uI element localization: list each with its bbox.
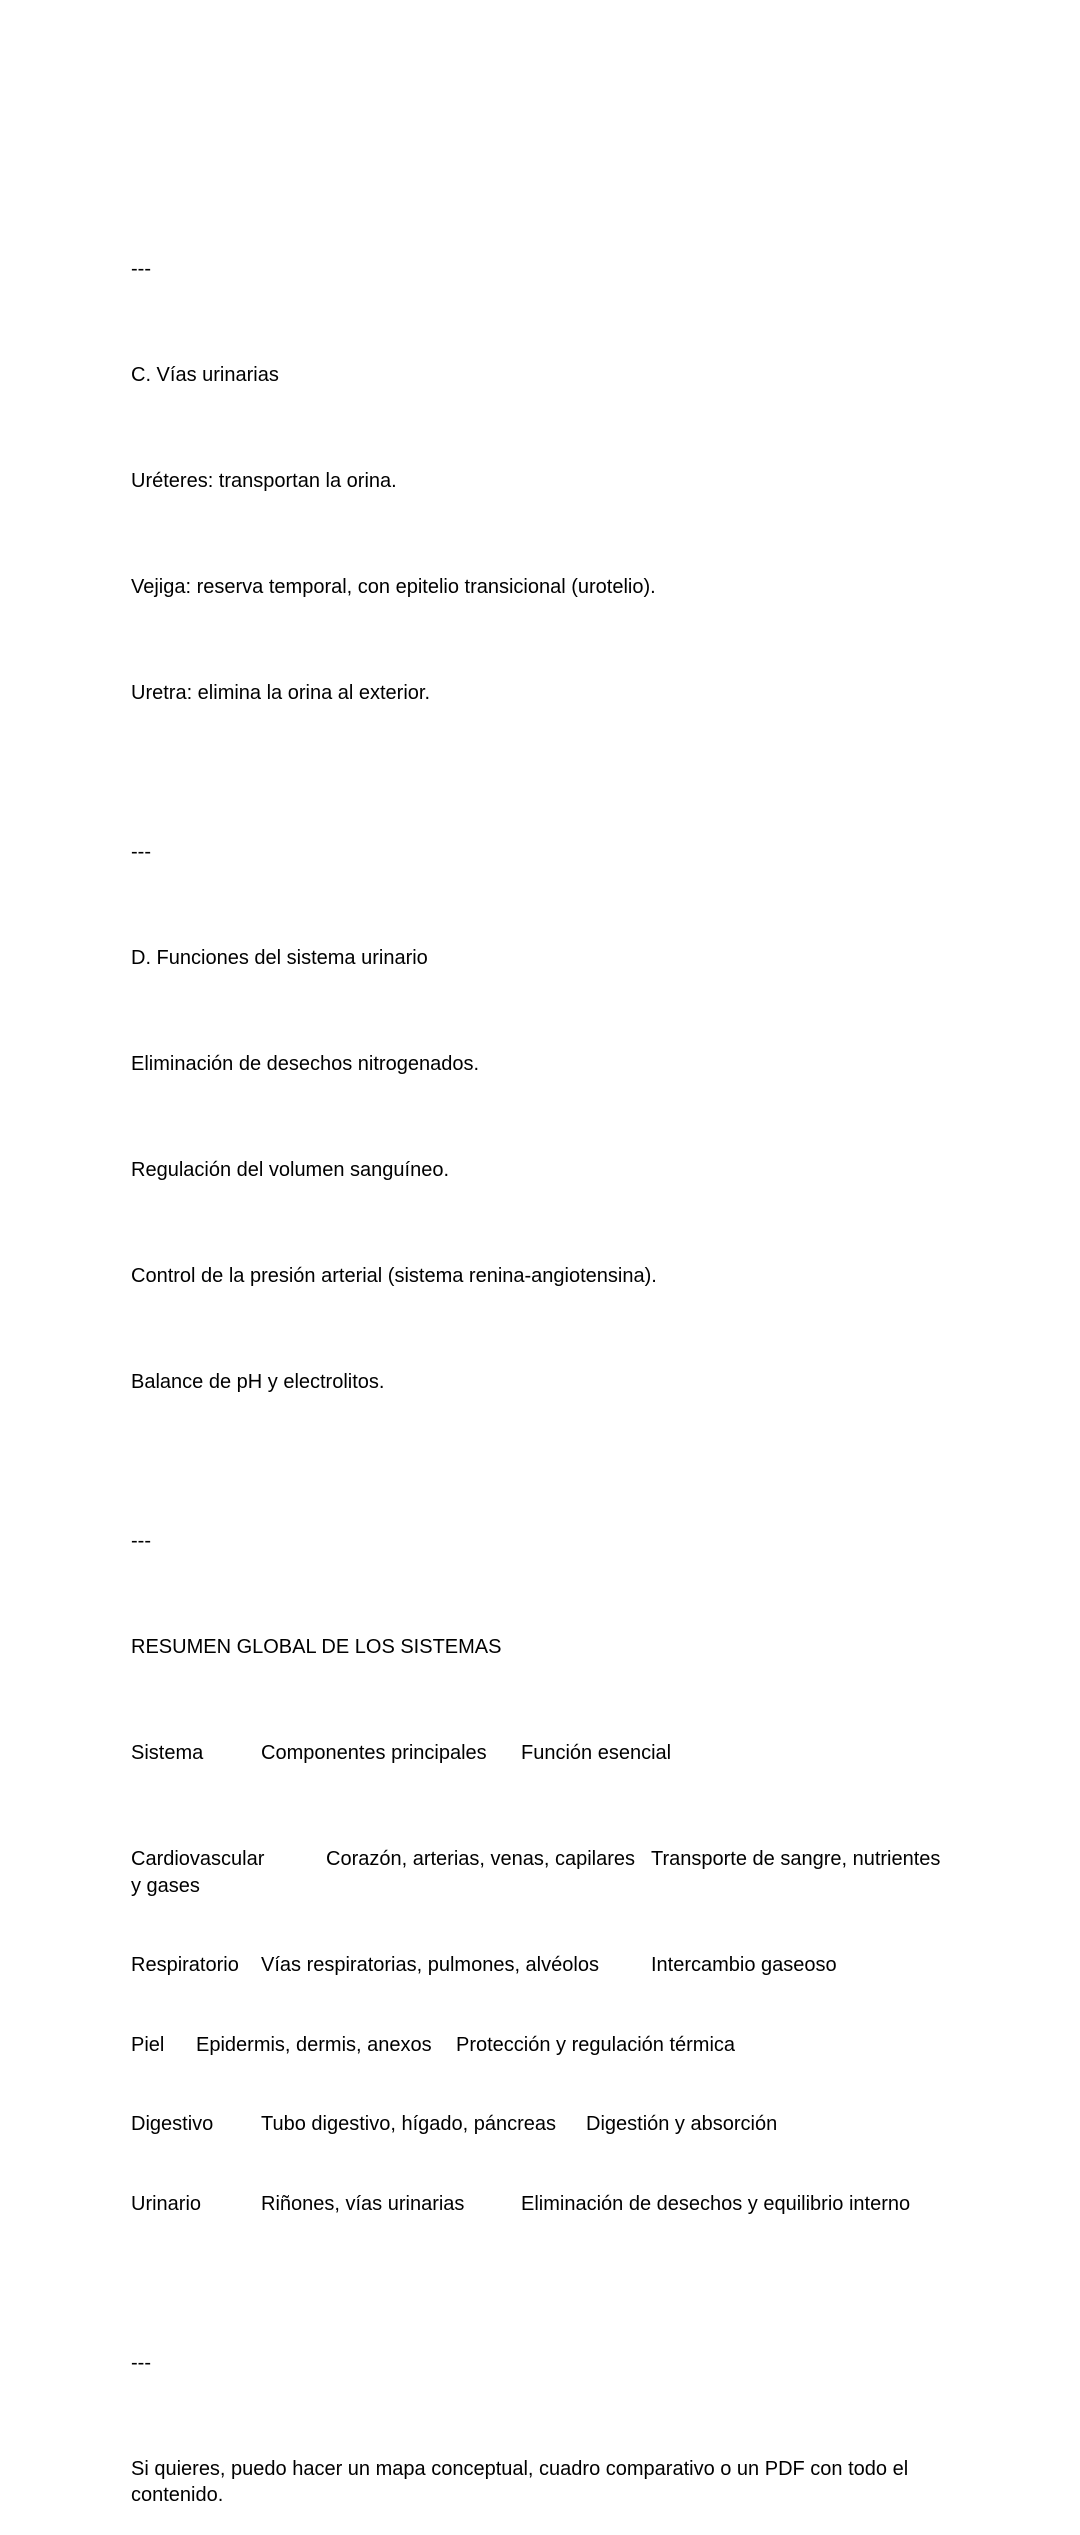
paragraph-regulacion-volumen: Regulación del volumen sanguíneo. <box>131 1159 449 1181</box>
separator-line-3: --- <box>131 1530 151 1552</box>
separator-line-2: --- <box>131 841 151 863</box>
paragraph-balance-ph: Balance de pH y electrolitos. <box>131 1371 385 1393</box>
paragraph-oferta-final: Si quieres, puedo hacer un mapa conceptual, cuadro comparativo o un PDF con todo el contenido. <box>131 2457 914 2506</box>
heading-funciones-sistema-urinario: D. Funciones del sistema urinario <box>131 947 428 969</box>
paragraph-control-presion: Control de la presión arterial (sistema renina-angiotensina). <box>131 1265 657 1287</box>
table-row-respiratorio: Respiratorio Vías respiratorias, pulmones, alvéolos Intercambio gaseoso <box>131 1954 837 1976</box>
paragraph-eliminacion-desechos: Eliminación de desechos nitrogenados. <box>131 1053 479 1075</box>
paragraph-uretra: Uretra: elimina la orina al exterior. <box>131 682 431 704</box>
table-row-urinario: Urinario Riñones, vías urinarias Eliminación de desechos y equilibrio interno <box>131 2192 911 2215</box>
paragraph-vejiga: Vejiga: reserva temporal, con epitelio transicional (urotelio). <box>131 576 656 598</box>
table-row-piel: Piel Epidermis, dermis, anexos Protección y regulación térmica <box>131 2033 736 2056</box>
heading-resumen-global: RESUMEN GLOBAL DE LOS SISTEMAS <box>131 1636 502 1658</box>
table-header-row: Sistema Componentes principales Función esencial <box>131 1742 672 1764</box>
separator-line-1: --- <box>131 258 151 280</box>
paragraph-ureteres: Uréteres: transportan la orina. <box>131 470 397 492</box>
separator-line-4: --- <box>131 2351 151 2374</box>
table-row-cardiovascular: Cardiovascular Corazón, arterias, venas, capilares Transporte de sangre, nutrientes y gases <box>131 1848 946 1897</box>
table-row-digestivo: Digestivo Tubo digestivo, hígado, páncreas Digestión y absorción <box>131 2113 778 2135</box>
heading-vias-urinarias: C. Vías urinarias <box>131 364 279 386</box>
